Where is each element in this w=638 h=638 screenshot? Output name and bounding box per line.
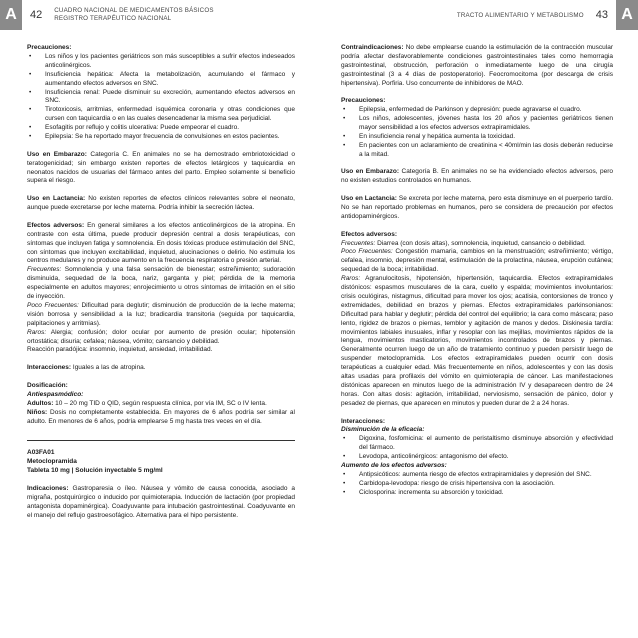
right-contraindications-label: Contraindicaciones: bbox=[341, 44, 404, 51]
left-adults-text: 10 – 20 mg TID o QID, según respuesta clínica, por vía IM, SC o IV lenta. bbox=[55, 399, 267, 407]
list-item: • En insuficiencia renal y hepática aumenta la toxicidad. bbox=[341, 133, 613, 142]
right-contraindications bbox=[341, 44, 613, 89]
left-paradoxical-reaction: Reacción paradójica: insomnio, inquietud, ansiedad, irritabilidad. bbox=[27, 346, 213, 354]
list-item: • Los niños y los pacientes geriátricos son más susceptibles a sufrir efectos indeseados anticolinérgicos. bbox=[27, 53, 295, 71]
list-item: • Epilepsia: Se ha reportado mayor frecuencia de convulsiones en estos pacientes. bbox=[27, 133, 295, 142]
left-indications-text: Gastroparesia o íleo. Náusea y vómito de causa conocida, asociado a migraña, postquirúrgico o inducido por quimioterapia. Inducción de lactación (por propiedad antagonista dopaminérgica). Coadyuvante para intubación gastrointestinal. Coadyuvante en el manejo del reflujo gastroesofágico. Alternativa para el hipo persistente. bbox=[27, 484, 295, 519]
right-rare-label: Raros: bbox=[341, 275, 361, 283]
drug-code: A03FA01 bbox=[27, 449, 55, 457]
list-item: • Insuficiencia hepática: Afecta la metabolización, acumulando el fármaco y aumentando efectos adversos en SNC. bbox=[27, 71, 295, 89]
adverse-increase-list bbox=[341, 471, 613, 498]
list-item: • Insuficiencia renal: Puede disminuir su excreción, aumentando efectos adversos en SNC. bbox=[27, 89, 295, 107]
list-item: • Carbidopa-levodopa: riesgo de crisis hipertensiva con la asociación. bbox=[341, 480, 613, 489]
list-item: • Esofagitis por reflujo y colitis ulcerativa: Puede empeorar el cuadro. bbox=[27, 124, 295, 133]
list-item: • Epilepsia, enfermedad de Parkinson y depresión: puede agravarse el cuadro. bbox=[341, 106, 613, 115]
right-less-frequent-label: Poco Frecuentes: bbox=[341, 248, 393, 256]
left-precautions bbox=[27, 44, 295, 142]
left-header-title bbox=[54, 7, 213, 23]
list-item: • Levodopa, anticolinérgicos: antagonismo del efecto. bbox=[341, 453, 613, 462]
left-interactions bbox=[27, 364, 295, 373]
right-contraindications-text: No debe emplearse cuando la estimulación de la contracción muscular podría afectar desfavorablemente condiciones gastrointestinales tales como hemorragia gastrointestinal, obstrucción, perforación o inmediatamente luego de una cirugía gastrointestinal (3 a 4 días de postoperatorio). Feocromocitoma (por descarga de crisis hipertensiva). Porfiria. Uso concurrente de inhibidores de MAO. bbox=[341, 44, 613, 87]
right-frequent-text: Diarrea (con dosis altas), somnolencia, inquietud, cansancio o debilidad. bbox=[377, 239, 586, 247]
left-column bbox=[27, 44, 295, 529]
left-indications bbox=[27, 485, 295, 521]
right-page-number: 43 bbox=[595, 9, 608, 21]
right-less-frequent-text: Congestión mamaria, cambios en la menstruación; estreñimiento; vértigo, cefalea, insomnio, depresión mental, estimulación de la prolactina, náusea, erupción cutánea; sequedad de la boca; irritabilidad. bbox=[341, 248, 613, 274]
left-frequent-label: Frecuentes: bbox=[27, 266, 62, 274]
right-pregnancy bbox=[341, 168, 613, 186]
right-page-header bbox=[457, 0, 608, 30]
left-pregnancy-label: Uso en Embarazo: bbox=[27, 150, 87, 158]
drug-forms: Tableta 10 mg | Solución inyectable 5 mg/ml bbox=[27, 467, 163, 475]
section-divider bbox=[27, 440, 295, 441]
left-children-label: Niños: bbox=[27, 408, 48, 416]
left-page-number: 42 bbox=[30, 9, 43, 21]
efficacy-decrease-list bbox=[341, 435, 613, 462]
right-lactation-label: Uso en Lactancia: bbox=[341, 195, 397, 203]
right-precautions-title: Precauciones: bbox=[341, 97, 386, 105]
left-less-frequent-label: Poco Frecuentes: bbox=[27, 301, 79, 309]
drug-heading bbox=[27, 449, 295, 476]
section-tab-right: A bbox=[616, 0, 638, 30]
right-adverse-effects bbox=[341, 231, 613, 409]
right-lactation-text: Se excreta por leche materna, pero esta disminuye en el puerperio tardío. No se han reportado problemas en humanos, pero se considera de precaución por efectos antidopaminérgicos. bbox=[341, 195, 614, 220]
list-item: • Antipsicóticos: aumenta riesgo de efectos extrapiramidales y depresión del SNC. bbox=[341, 471, 613, 480]
left-rare-label: Raros: bbox=[27, 328, 47, 336]
list-item: • Los niños, adolescentes, jóvenes hasta los 20 años y pacientes geriátricos tienen mayor sensibilidad a los efectos adversos extrapiramidales. bbox=[341, 115, 613, 133]
list-item: • Ciclosporina: incrementa su absorción y toxicidad. bbox=[341, 489, 613, 498]
drug-name: Metoclopramida bbox=[27, 458, 77, 466]
left-adverse-effects bbox=[27, 222, 295, 356]
section-tab-left: A bbox=[0, 0, 22, 30]
left-precautions-list bbox=[27, 53, 295, 142]
left-interactions-text: Iguales a las de atropina. bbox=[72, 364, 146, 372]
right-lactation bbox=[341, 195, 613, 222]
left-children-text: Dosis no completamente establecida. En mayores de 6 años podría ser similar al adulto. En menores de 6 años, podría emplearse 5 mg hasta tres veces en el día. bbox=[27, 408, 295, 425]
list-item: • Digoxina, fosfomicina: el aumento de peristaltismo disminuye absorción y efectividad del fármaco. bbox=[341, 435, 613, 453]
right-precautions-list bbox=[341, 106, 613, 159]
list-item: • Tirotoxicosis, arritmias, enfermedad isquémica coronaria y otras condiciones que cursen con taquicardia o en las cuales desencadenar la misma sea perjudicial. bbox=[27, 106, 295, 124]
left-rare-text: Alergia; confusión; dolor ocular por aumento de presión ocular; hipotensión ortostática; disuria; cefalea; náusea, vómito; cansancio y debilidad. bbox=[27, 328, 296, 345]
right-pregnancy-label: Uso en Embarazo: bbox=[341, 168, 400, 176]
left-header-title-line2: REGISTRO TERAPÉUTICO NACIONAL bbox=[54, 15, 172, 22]
right-pregnancy-text: Categoría B. En animales no se ha evidenciado efectos adversos, pero no existen estudios controlados en humanos. bbox=[341, 168, 613, 185]
right-column bbox=[341, 44, 613, 506]
left-page-header bbox=[30, 0, 214, 30]
left-indications-label: Indicaciones: bbox=[27, 484, 69, 492]
adverse-increase-label: Aumento de los efectos adversos: bbox=[341, 462, 447, 470]
left-dosage bbox=[27, 382, 295, 427]
left-dosage-label: Dosificación: bbox=[27, 381, 68, 389]
right-header-title: TRACTO ALIMENTARIO Y METABOLISMO bbox=[456, 11, 584, 19]
left-lactation bbox=[27, 195, 295, 213]
left-dosage-sub: Antiespasmódico: bbox=[27, 390, 84, 398]
left-less-frequent-text: Dificultad para deglutir; disminución de producción de la leche materna; visión borrosa y sensibilidad a la luz; bradicardia transitoria (seguida por taquicardia, palpitaciones y arritmias). bbox=[27, 301, 295, 327]
left-precautions-title: Precauciones: bbox=[27, 44, 72, 51]
right-adverse-label: Efectos adversos: bbox=[341, 230, 397, 238]
left-pregnancy bbox=[27, 151, 295, 187]
right-interactions-label: Interacciones: bbox=[341, 417, 386, 425]
left-frequent-text: Somnolencia y una falsa sensación de bienestar; estreñimiento; sudoración disminuida, sequedad de la boca, nariz, garganta y piel; pérdida de la memoria especialmente en adultos mayores; enrojecimiento u otros síntomas de irritación en el sitio de inyección. bbox=[27, 266, 295, 301]
left-header-title-line1: CUADRO NACIONAL DE MEDICAMENTOS BÁSICOS bbox=[54, 7, 214, 14]
list-item: • En pacientes con un aclaramiento de creatinina < 40ml/min las dosis deberán reducirse a la mitad. bbox=[341, 142, 613, 160]
right-frequent-label: Frecuentes: bbox=[341, 239, 376, 247]
right-precautions bbox=[341, 97, 613, 159]
left-adverse-text: En general similares a los efectos anticolinérgicos de la atropina. En contraste con esta última, puede producir depresión central a dosis terapéuticas, con síntomas que incluyen fatiga y somnolencia. En dosis tóxicas produce estimulación del SNC, con síntomas que incluyen excitabilidad, inquietud, alucinaciones o delirio. No estimula los centros medulares y no produce aumento en la frecuencia respiratoria o presión arterial. bbox=[27, 221, 295, 265]
left-interactions-label: Interacciones: bbox=[27, 364, 72, 372]
left-lactation-text: No existen reportes de efectos clínicos relevantes sobre el neonato, aunque puede excretarse por leche materna. Podría inhibir la secreción láctea. bbox=[27, 195, 295, 212]
left-adults-label: Adultos: bbox=[27, 399, 54, 407]
left-pregnancy-text: Categoría C. En animales no se ha demostrado embriotoxicidad o teratogenicidad; sin embargo existen reportes de efectos letárgicos y taquicardia en neonatos nacidos de usuarias del fármaco antes del parto. Empleo solamente si beneficio supera el riesgo. bbox=[27, 150, 295, 185]
left-adverse-label: Efectos adversos: bbox=[27, 221, 85, 229]
left-lactation-label: Uso en Lactancia: bbox=[27, 195, 86, 203]
right-rare-text: Agranulocitosis, hipotensión, hipertensión, taquicardia. Efectos extrapiramidales distónicos: espasmos musculares de la cara, cuello y espalda; movimientos involuntarios: crisis oculógiras, nistagmus, dificultad para mover los ojos; acatisia, contorsiones de tronco y extremidades, debilidad en brazos y piernas. Efectos extrapiramidales parkinsonianos: Dificultad para hablar y deglutir; pérdida del control del equilibrio; la cara como máscara; paso lento, rigidez de brazos o piernas, temblor y agitación de manos y dedos. Diskinesia tardía: movimientos labiales inusuales, inflar y resoplar con las mejillas, movimientos rápidos de la lengua, movimientos masticatorios, movimientos incontrolados de brazos y piernas. Generalmente ocurren luego de un año de tratamiento continuo y pueden persistir luego de suspender metoclopramida. Los efectos extrapiramidales pueden ocurrir con dosis terapéuticas a cualquier edad. Más frecuentemente en niños, adolescentes y con las dosis altas usadas para profilaxis del vómito en quimioterapia de cáncer. Las manifestaciones distónicas aparecen en minutos luego de la administración IV y desaparecen dentro de 24 horas. Con altas dosis: agitación, irritabilidad, nerviosismo, sensación de pánico, dolor y pesadez de piernas, que aparecen en minutos y pueden durar de 2 a 24 horas. bbox=[341, 275, 613, 407]
right-interactions bbox=[341, 418, 613, 498]
efficacy-decrease-label: Disminución de la eficacia: bbox=[341, 426, 425, 434]
